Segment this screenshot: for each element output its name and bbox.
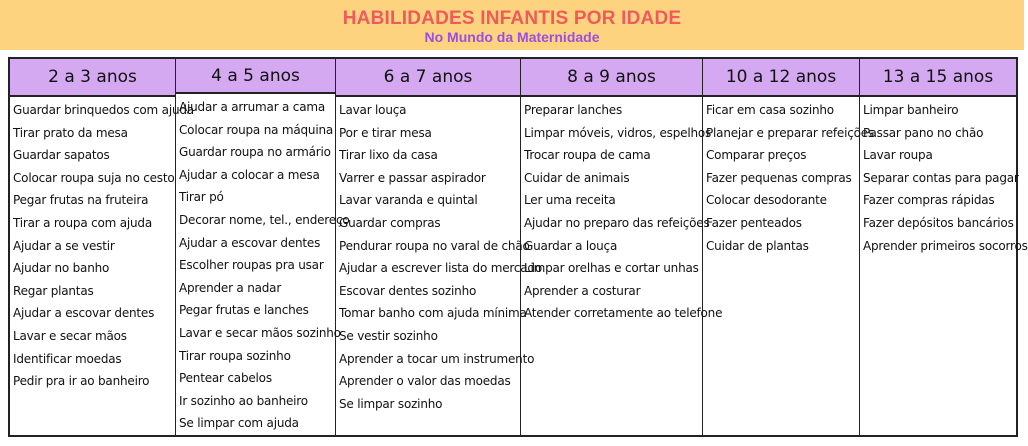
skill-item: Lavar varanda e quintal [339,193,478,208]
skill-item: Identificar moedas [13,351,122,366]
skill-item: Ficar em casa sozinho [706,103,834,117]
skill-item: Pentear cabelos [179,371,272,386]
skill-item: Ajudar a escovar dentes [179,235,321,250]
skill-item: Pedir pra ir ao banheiro [13,374,150,389]
skill-item: Pendurar roupa no varal de chão [339,238,530,253]
skill-item: Cuidar de animais [524,170,630,185]
skill-item: Colocar desodorante [706,193,827,208]
skill-item: Tirar prato da mesa [13,125,128,140]
page-title: HABILIDADES INFANTIS POR IDADE [342,8,682,29]
skill-item: Pegar frutas na fruteira [13,193,149,208]
skill-item: Tirar a roupa com ajuda [13,215,153,230]
skill-item: Tirar lixo da casa [339,148,438,163]
skill-item: Passar pano no chão [863,125,984,140]
column-heading: 8 a 9 anos [521,59,702,97]
skill-item: Colocar roupa suja no cesto [13,170,175,185]
skill-item: Se limpar sozinho [339,396,443,411]
skill-item: Ir sozinho ao banheiro [179,393,308,408]
skill-item: Fazer depósitos bancários [863,215,1014,230]
age-column [336,59,542,435]
skill-item: Ler uma receita [524,193,616,208]
age-column [703,59,874,435]
skill-item: Aprender a costurar [524,283,641,298]
skill-item: Tirar pó [179,190,224,205]
column-heading: 10 a 12 anos [703,59,859,97]
skill-item: Limpar móveis, vidros, espelhos [524,125,712,140]
column-heading: 6 a 7 anos [336,59,520,97]
skill-item: Trocar roupa de cama [524,148,651,163]
column-body [703,97,874,257]
skill-item: Tomar banho com ajuda mínima [339,306,527,321]
column-body [176,94,350,435]
skills-table [8,57,1028,437]
age-column [521,59,723,435]
skill-item: Fazer compras rápidas [863,193,995,208]
skill-item: Colocar roupa na máquina [179,122,334,137]
skill-item: Cuidar de plantas [706,238,809,253]
skill-item: Pegar frutas e lanches [179,303,309,318]
skill-item: Ajudar a se vestir [13,238,115,253]
skill-item: Comparar preços [706,148,807,163]
page-subtitle: No Mundo da Maternidade [424,29,600,45]
skill-item: Aprender o valor das moedas [339,374,511,389]
skill-item: Decorar nome, tel., endereço [179,213,350,228]
skill-item: Guardar roupa no armário [179,145,331,160]
skill-item: Tirar roupa sozinho [179,348,291,363]
skill-item: Ajudar no preparo das refeições [524,215,710,230]
skill-item: Escolher roupas pra usar [179,258,324,273]
age-column [176,59,350,435]
column-body [860,97,1028,257]
skill-item: Ajudar no banho [13,261,110,276]
skill-item: Fazer pequenas compras [706,170,852,185]
skill-item: Ajudar a escovar dentes [13,306,155,321]
skill-item: Escovar dentes sozinho [339,283,477,298]
skill-item: Lavar e secar mãos sozinho [179,326,341,341]
skill-item: Guardar compras [339,215,441,230]
skill-item: Separar contas para pagar [863,170,1019,185]
skill-item: Ajudar a escrever lista do mercado [339,261,542,276]
skill-item: Varrer e passar aspirador [339,170,486,185]
skill-item: Planejar e preparar refeições [706,125,874,140]
skill-item: Lavar louça [339,103,407,117]
column-heading: 4 a 5 anos [176,59,335,94]
skill-item: Regar plantas [13,283,94,298]
skill-item: Ajudar a colocar a mesa [179,167,320,182]
skill-item: Aprender a nadar [179,280,282,295]
column-body [336,97,542,415]
skill-item: Atender corretamente ao telefone [524,306,723,321]
column-heading: 2 a 3 anos [10,59,175,97]
skill-item: Fazer penteados [706,215,802,230]
skill-item: Limpar banheiro [863,103,959,117]
skill-item: Lavar e secar mãos [13,328,127,343]
age-column [10,59,194,435]
skill-item: Preparar lanches [524,103,623,117]
skill-item: Guardar sapatos [13,148,110,163]
column-body [10,97,194,393]
age-column [860,59,1028,435]
skill-item: Aprender primeiros socorros [863,238,1028,253]
skill-item: Aprender a tocar um instrumento [339,351,535,366]
skill-item: Lavar roupa [863,148,933,163]
skill-item: Se vestir sozinho [339,328,438,343]
skill-item: Se limpar com ajuda [179,416,299,431]
skill-item: Por e tirar mesa [339,125,432,140]
column-body [521,97,723,325]
skill-item: Limpar orelhas e cortar unhas [524,261,699,276]
column-heading: 13 a 15 anos [860,59,1016,97]
skill-item: Ajudar a arrumar a cama [179,100,326,115]
skill-item: Guardar brinquedos com ajuda [13,103,194,117]
skill-item: Guardar a louça [524,238,618,253]
